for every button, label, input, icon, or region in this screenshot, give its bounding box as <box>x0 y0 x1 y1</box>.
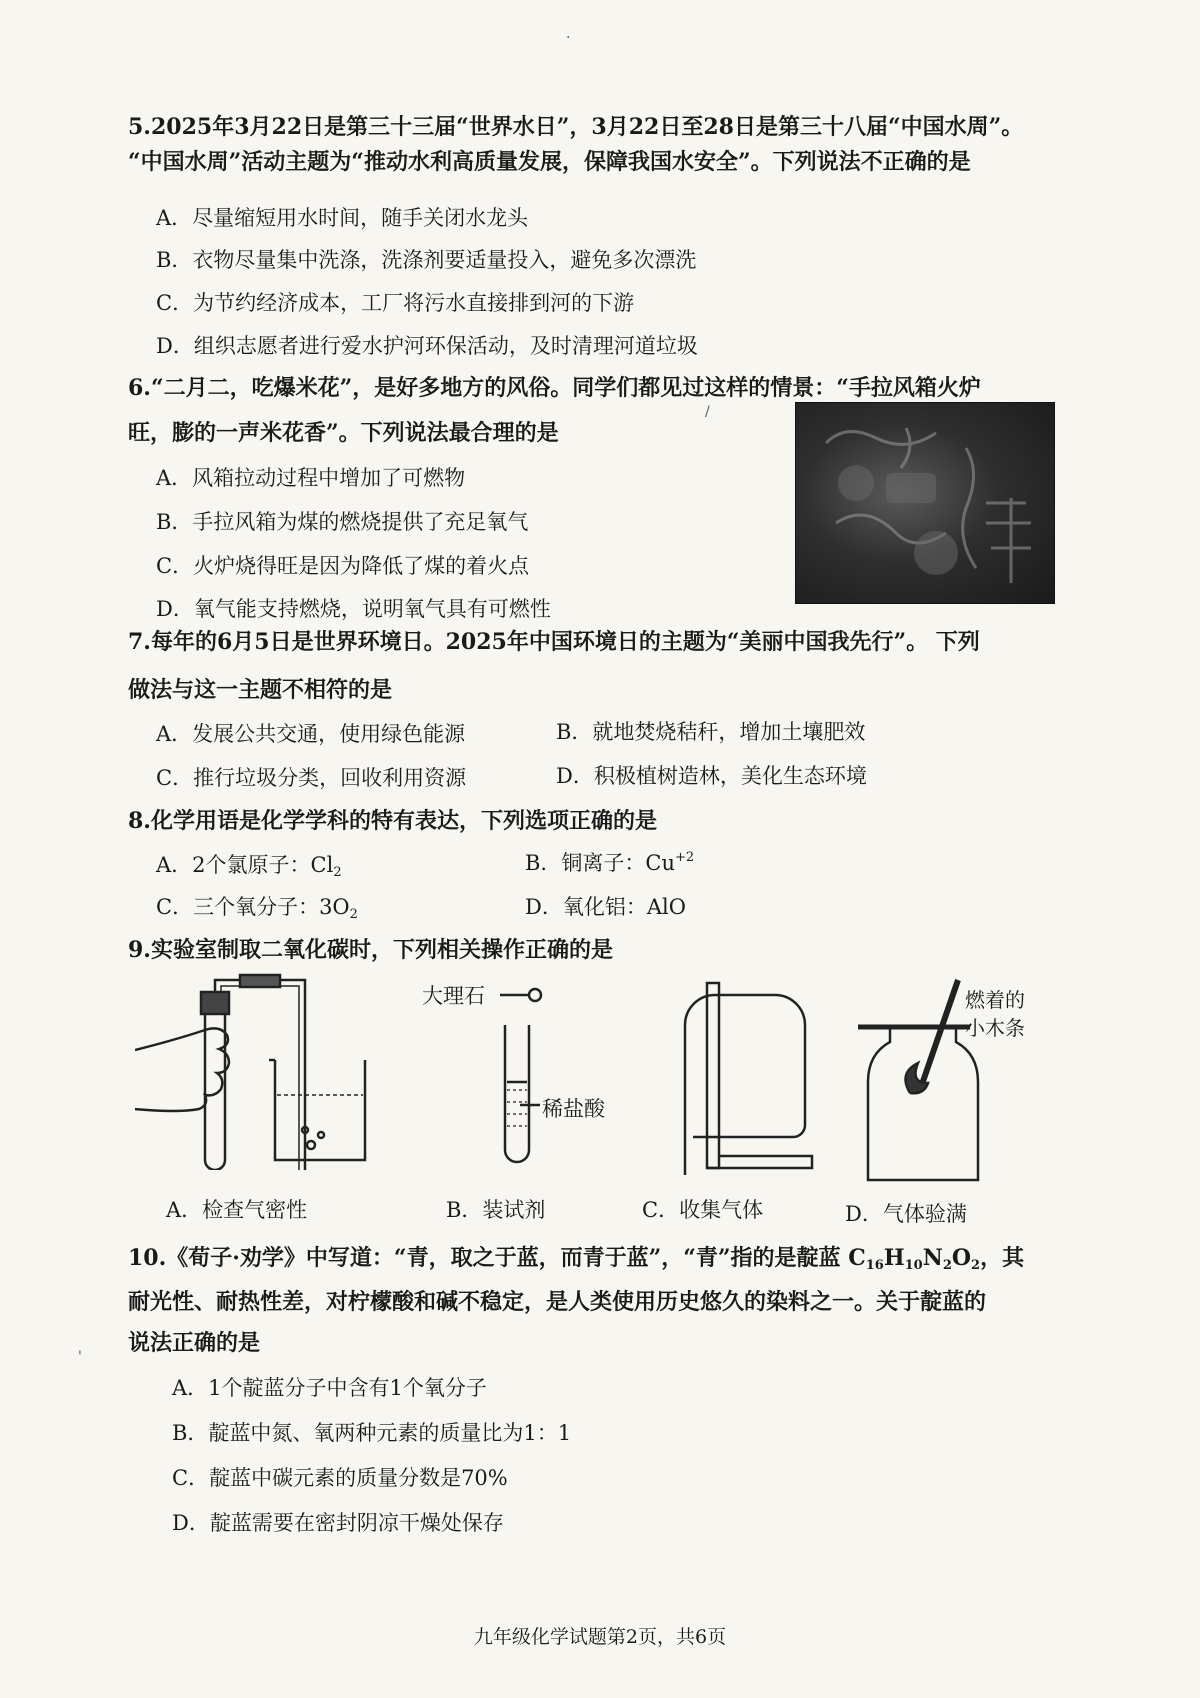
q9-option-a: A．检查气密性 <box>166 1198 308 1222</box>
q7-option-c: C．推行垃圾分类，回收利用资源 <box>156 766 467 790</box>
formula-sub-h: 10 <box>904 1258 923 1273</box>
q7-option-a: A．发展公共交通，使用绿色能源 <box>156 722 466 746</box>
q10-stem-line2: 耐光性、耐热性差，对柠檬酸和碱不稳定，是人类使用历史悠久的染料之一。关于靛蓝的 <box>128 1289 987 1315</box>
figure-collecting-gas <box>660 975 820 1180</box>
q8-option-c-text: C．三个氧分子：3O <box>156 895 350 919</box>
q6-option-d: D．氧气能支持燃烧，说明氧气具有可燃性 <box>156 597 551 621</box>
q6-stem-line1: 6.“二月二，吃爆米花”，是好多地方的风俗。同学们都见过这样的情景：“手拉风箱火炉 <box>128 375 981 401</box>
q5-option-c: C．为节约经济成本，工厂将污水直接排到河的下游 <box>156 291 635 315</box>
q8-stem: 8.化学用语是化学学科的特有表达，下列选项正确的是 <box>128 808 657 834</box>
q5-stem-line1: 5.2025年3月22日是第三十三届“世界水日”，3月22日至28日是第三十八届“中国水周”。 <box>128 114 1024 140</box>
label-marble: 大理石 <box>422 984 485 1008</box>
q8-option-a-text: A．2个氯原子：Cl <box>156 853 334 877</box>
q10-stem-line3: 说法正确的是 <box>128 1330 261 1356</box>
q6-option-b: B．手拉风箱为煤的燃烧提供了充足氧气 <box>156 510 529 534</box>
formula-sub-o: 2 <box>971 1258 981 1273</box>
q10-option-b: B．靛蓝中氮、氧两种元素的质量比为1：1 <box>172 1421 572 1445</box>
q10-line1-tail: ，其 <box>980 1245 1025 1271</box>
formula-sub-c: 16 <box>865 1258 884 1273</box>
page-footer: 九年级化学试题第2页，共6页 <box>473 1626 727 1648</box>
scan-mark: · <box>566 30 571 46</box>
q10-stem-line1 <box>128 1243 1024 1273</box>
q8-option-c <box>156 892 358 922</box>
q8-option-a <box>156 850 342 880</box>
figure-airtightness-check <box>135 970 405 1170</box>
bellows-stove-photo <box>795 402 1055 604</box>
q9-stem: 9.实验室制取二氧化碳时，下列相关操作正确的是 <box>128 937 613 963</box>
q6-stem-line2: 旺，膨的一声米花香”。下列说法最合理的是 <box>128 420 559 446</box>
q10-option-c: C．靛蓝中碳元素的质量分数是70% <box>172 1466 508 1490</box>
q7-option-b: B．就地焚烧秸秆，增加土壤肥效 <box>556 720 866 744</box>
q8-option-d: D．氧化铝：AlO <box>525 895 686 919</box>
q5-option-d: D．组织志愿者进行爱水护河环保活动，及时清理河道垃圾 <box>156 334 698 358</box>
q10-option-d: D．靛蓝需要在密封阴凉干燥处保存 <box>172 1511 504 1535</box>
q5-option-a: A．尽量缩短用水时间，随手关闭水龙头 <box>156 206 529 230</box>
label-burning-stick-line2: 小木条 <box>965 1016 1025 1040</box>
q8-option-c-subscript: 2 <box>349 907 358 922</box>
q7-stem-line2: 做法与这一主题不相符的是 <box>128 677 393 703</box>
formula-sub-n: 2 <box>942 1258 952 1273</box>
q7-stem-line1: 7.每年的6月5日是世界环境日。2025年中国环境日的主题为“美丽中国我先行”。 下列 <box>128 629 980 655</box>
q5-option-b: B．衣物尽量集中洗涤，洗涤剂要适量投入，避免多次漂洗 <box>156 248 697 272</box>
q10-line1-text: 10.《荀子·劝学》中写道：“青，取之于蓝，而青于蓝”，“青”指的是靛蓝 C <box>128 1245 866 1271</box>
q8-option-b-superscript: +2 <box>675 850 695 865</box>
formula-o: O <box>951 1245 972 1271</box>
q9-option-d: D．气体验满 <box>845 1202 967 1226</box>
q5-stem-line2: “中国水周”活动主题为“推动水利高质量发展，保障我国水安全”。下列说法不正确的是 <box>128 149 971 175</box>
q10-option-a: A．1个靛蓝分子中含有1个氧分子 <box>172 1376 487 1400</box>
q6-option-c: C．火炉烧得旺是因为降低了煤的着火点 <box>156 554 530 578</box>
q8-option-a-subscript: 2 <box>333 865 342 880</box>
scan-mark: / <box>705 404 710 420</box>
q9-option-b: B．装试剂 <box>446 1198 546 1222</box>
formula-h: H <box>883 1245 905 1271</box>
q8-option-b-text: B．铜离子：Cu <box>525 851 676 875</box>
q7-option-d: D．积极植树造林，美化生态环境 <box>556 764 867 788</box>
label-dilute-hydrochloric-acid: 稀盐酸 <box>542 1097 605 1121</box>
q9-option-c: C．收集气体 <box>642 1198 764 1222</box>
formula-n: N <box>922 1245 943 1271</box>
q8-option-b <box>525 848 694 878</box>
label-burning-stick: 燃着的 <box>965 988 1025 1012</box>
q6-option-a: A．风箱拉动过程中增加了可燃物 <box>156 466 466 490</box>
scan-mark: ' <box>78 1349 82 1365</box>
